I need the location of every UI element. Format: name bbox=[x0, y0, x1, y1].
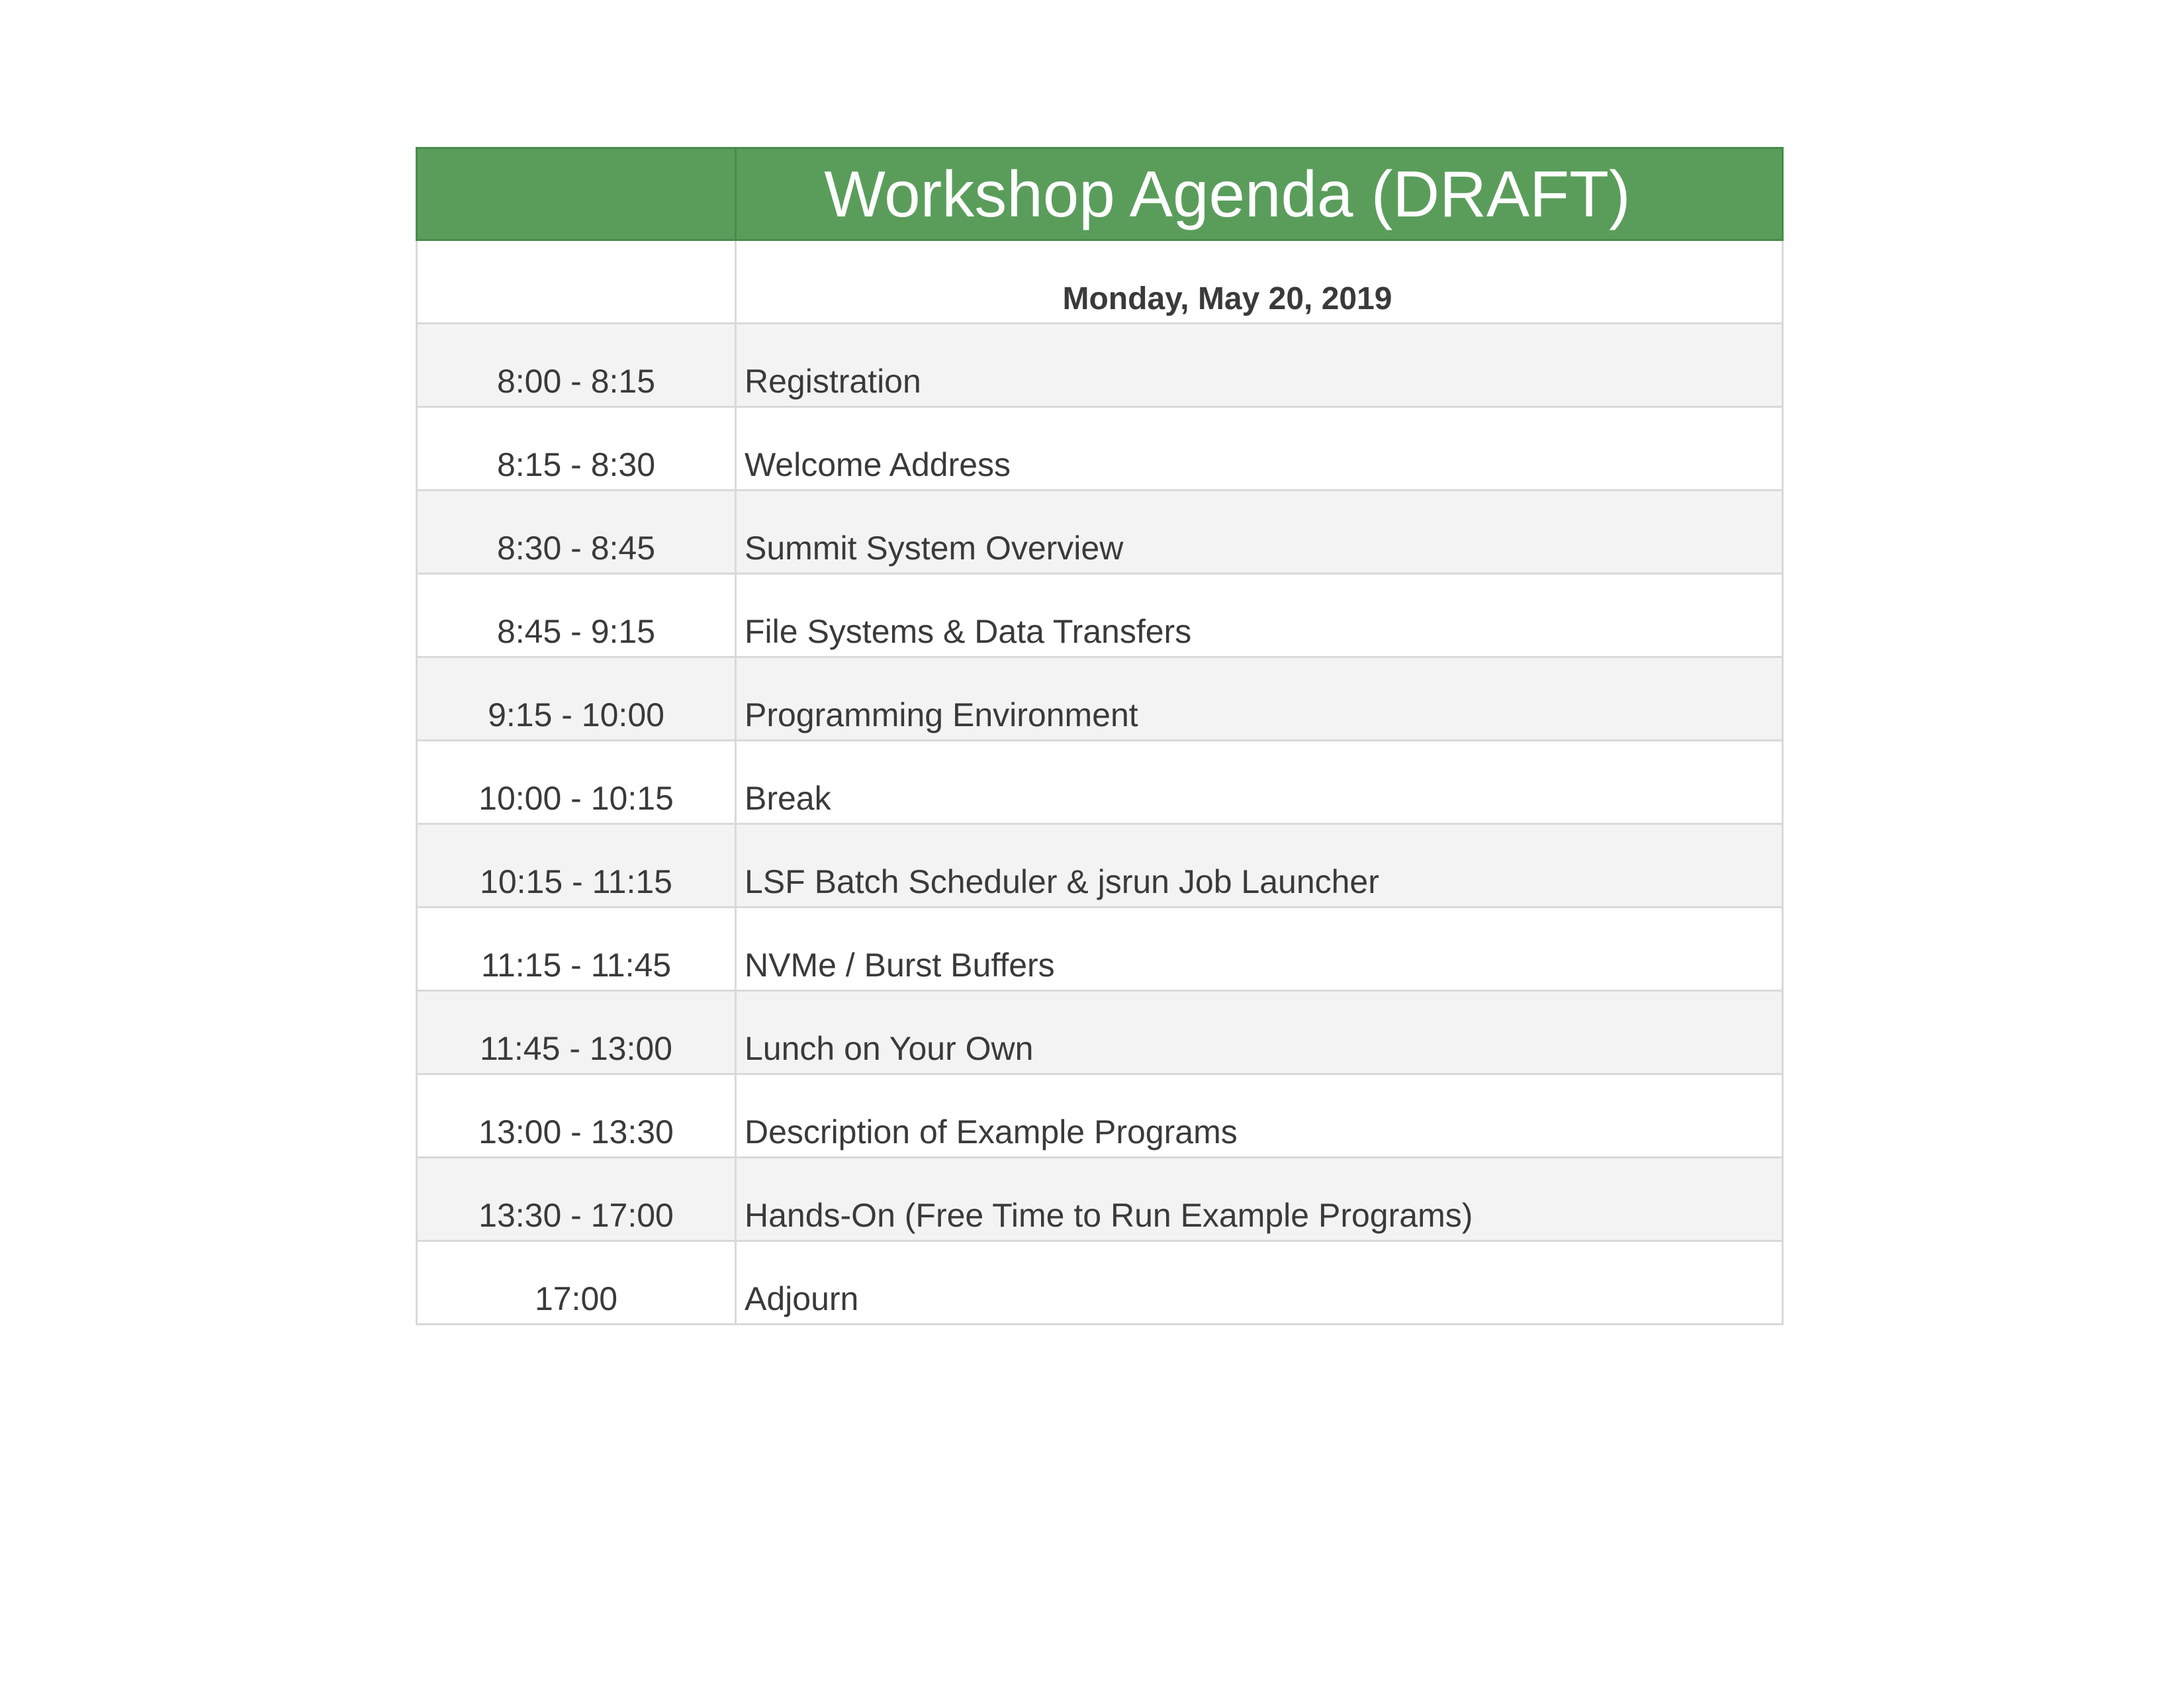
session-title: File Systems & Data Transfers bbox=[736, 574, 1783, 657]
table-row bbox=[417, 1158, 1783, 1241]
date-empty-cell bbox=[417, 240, 736, 324]
table-row bbox=[417, 657, 1783, 741]
table-row bbox=[417, 407, 1783, 491]
session-time: 10:00 - 10:15 bbox=[417, 741, 736, 824]
session-time: 17:00 bbox=[417, 1241, 736, 1325]
session-time: 11:45 - 13:00 bbox=[417, 991, 736, 1074]
table-row bbox=[417, 741, 1783, 824]
agenda-title: Workshop Agenda (DRAFT) bbox=[824, 158, 1631, 230]
date-row bbox=[417, 240, 1783, 324]
table-row bbox=[417, 324, 1783, 407]
agenda-table bbox=[416, 147, 1784, 1325]
table-row bbox=[417, 824, 1783, 908]
session-title: Programming Environment bbox=[736, 657, 1783, 741]
table-row bbox=[417, 574, 1783, 657]
session-title: Hands-On (Free Time to Run Example Programs) bbox=[736, 1158, 1783, 1241]
table-row bbox=[417, 491, 1783, 574]
session-title: Summit System Overview bbox=[736, 491, 1783, 574]
session-title: Description of Example Programs bbox=[736, 1074, 1783, 1158]
session-title: Lunch on Your Own bbox=[736, 991, 1783, 1074]
session-title: Break bbox=[736, 741, 1783, 824]
table-row bbox=[417, 1241, 1783, 1325]
session-time: 8:30 - 8:45 bbox=[417, 491, 736, 574]
header-title-cell bbox=[736, 148, 1783, 240]
session-time: 8:00 - 8:15 bbox=[417, 324, 736, 407]
session-title: NVMe / Burst Buffers bbox=[736, 908, 1783, 991]
session-time: 10:15 - 11:15 bbox=[417, 824, 736, 908]
session-time: 13:00 - 13:30 bbox=[417, 1074, 736, 1158]
session-time: 9:15 - 10:00 bbox=[417, 657, 736, 741]
session-title: LSF Batch Scheduler & jsrun Job Launcher bbox=[736, 824, 1783, 908]
session-title: Registration bbox=[736, 324, 1783, 407]
table-row bbox=[417, 1074, 1783, 1158]
session-title: Adjourn bbox=[736, 1241, 1783, 1325]
session-time: 8:15 - 8:30 bbox=[417, 407, 736, 491]
session-time: 11:15 - 11:45 bbox=[417, 908, 736, 991]
header-empty-cell bbox=[417, 148, 736, 240]
date-cell bbox=[736, 240, 1783, 324]
session-time: 13:30 - 17:00 bbox=[417, 1158, 736, 1241]
table-row bbox=[417, 991, 1783, 1074]
session-time: 8:45 - 9:15 bbox=[417, 574, 736, 657]
session-title: Welcome Address bbox=[736, 407, 1783, 491]
header-row bbox=[417, 148, 1783, 240]
agenda-date: Monday, May 20, 2019 bbox=[1062, 281, 1392, 316]
table-row bbox=[417, 908, 1783, 991]
